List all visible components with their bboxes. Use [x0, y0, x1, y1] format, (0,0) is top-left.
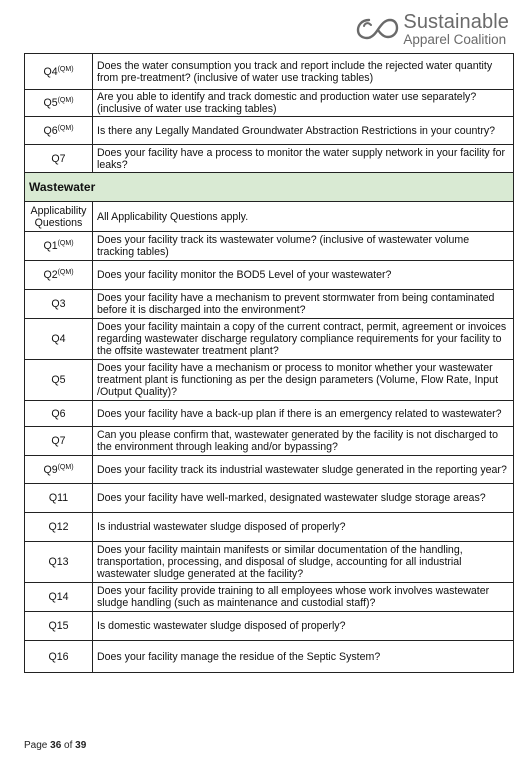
question-code: Q13: [48, 556, 69, 568]
question-row: [25, 117, 514, 145]
question-code-cell: [25, 202, 93, 232]
qm-marker: (QM): [57, 463, 74, 471]
question-row: [25, 54, 514, 90]
question-row: [25, 583, 514, 612]
question-text: Does your facility have a mechanism to prevent stormwater from being contaminated before it is discharged into the environment?: [93, 290, 514, 319]
question-row: [25, 427, 514, 456]
question-text: Does the water consumption you track and report include the rejected water quantity from pre-treatment? (inclusive of water use tracking tables): [93, 54, 514, 90]
question-code: Q16: [48, 650, 69, 663]
page-number: 36: [50, 740, 62, 751]
question-row: [25, 401, 514, 427]
question-code-cell: [25, 319, 93, 360]
question-code: Q2: [43, 269, 58, 281]
question-code-cell: [25, 90, 93, 117]
page-label: Page: [24, 740, 48, 751]
question-row: [25, 612, 514, 641]
page-footer: [24, 740, 86, 751]
question-code: Applicability Questions: [30, 204, 87, 229]
question-row: [25, 319, 514, 360]
question-text: Does your facility manage the residue of the Septic System?: [93, 641, 514, 673]
question-row: [25, 641, 514, 673]
question-code-cell: [25, 583, 93, 612]
question-row: [25, 360, 514, 401]
question-row: [25, 232, 514, 261]
question-code: Q15: [48, 620, 69, 632]
question-row: [25, 202, 514, 232]
question-text: Is domestic wastewater sludge disposed of properly?: [93, 612, 514, 641]
logo-text: [403, 12, 509, 47]
section-header-row: [25, 173, 514, 202]
question-text: Does your facility track its industrial wastewater sludge generated in the reporting year?: [93, 456, 514, 484]
question-text: All Applicability Questions apply.: [93, 202, 514, 232]
question-text: Does your facility monitor the BOD5 Level of your wastewater?: [93, 261, 514, 290]
question-code-cell: [25, 117, 93, 145]
question-row: [25, 145, 514, 173]
question-code: Q4: [43, 65, 58, 78]
question-code: Q6: [43, 124, 58, 137]
question-code-cell: [25, 513, 93, 542]
question-code-cell: [25, 542, 93, 583]
question-text: Does your facility maintain manifests or similar documentation of the handling, transportation, processing, and disposal of sludge, accounting for all industrial wastewater sludge generated at the facility?: [93, 542, 514, 583]
sac-logo: [355, 12, 509, 47]
question-code: Q9: [43, 463, 58, 476]
question-code-cell: [25, 54, 93, 90]
question-text: Does your facility provide training to all employees whose work involves wastewater sludge handling (such as maintenance and custodial staff)?: [93, 583, 514, 612]
question-code: Q5: [51, 374, 66, 386]
question-row: [25, 484, 514, 513]
question-table-body: [25, 54, 514, 673]
question-row: [25, 261, 514, 290]
qm-marker: (QM): [57, 269, 74, 276]
question-row: [25, 456, 514, 484]
question-code: Q6: [51, 407, 66, 420]
question-code-cell: [25, 612, 93, 641]
question-text: Does your facility have well-marked, designated wastewater sludge storage areas?: [93, 484, 514, 513]
question-code-cell: [25, 484, 93, 513]
qm-marker: (QM): [57, 124, 74, 132]
question-code: Q12: [48, 521, 69, 533]
question-text: Does your facility track its wastewater volume? (inclusive of wastewater volume tracking tables): [93, 232, 514, 261]
question-code-cell: [25, 456, 93, 484]
qm-marker: (QM): [57, 65, 74, 73]
question-code: Q1: [43, 240, 58, 252]
question-code-cell: [25, 232, 93, 261]
question-row: [25, 542, 514, 583]
question-code: Q7: [51, 152, 66, 165]
question-code-cell: [25, 360, 93, 401]
question-text: Does your facility maintain a copy of the current contract, permit, agreement or invoices regarding wastewater discharge regulatory compliance requirements for your facility to the offsite wastewater treatment plant?: [93, 319, 514, 360]
question-code: Q14: [48, 591, 69, 603]
question-code: Q7: [51, 435, 66, 447]
question-text: Does your facility have a mechanism or process to monitor whether your wastewater treatment plant is functioning as per the design parameters (Volume, Flow Rate, Input /Output Quality)?: [93, 360, 514, 401]
question-text: Is industrial wastewater sludge disposed of properly?: [93, 513, 514, 542]
question-code-cell: [25, 641, 93, 673]
question-text: Is there any Legally Mandated Groundwater Abstraction Restrictions in your country?: [93, 117, 514, 145]
page-total: 39: [75, 740, 87, 751]
logo-subtitle: Apparel Coalition: [403, 32, 507, 47]
question-text: Are you able to identify and track domestic and production water use separately? (inclusive of water use tracking tables): [93, 90, 514, 117]
question-code-cell: [25, 401, 93, 427]
question-code: Q4: [51, 333, 66, 345]
question-row: [25, 90, 514, 117]
question-code: Q3: [51, 298, 66, 310]
question-row: [25, 513, 514, 542]
question-code-cell: [25, 290, 93, 319]
section-title: Wastewater: [25, 173, 514, 202]
question-code-cell: [25, 427, 93, 456]
question-text: Does your facility have a back-up plan if there is an emergency related to wastewater?: [93, 401, 514, 427]
qm-marker: (QM): [57, 240, 74, 247]
question-table: [24, 53, 514, 673]
question-text: Can you please confirm that, wastewater generated by the facility is not discharged to the environment through leaking and/or bypassing?: [93, 427, 514, 456]
qm-marker: (QM): [57, 97, 74, 104]
of-label: of: [64, 740, 73, 751]
interlocking-loops-icon: [355, 16, 399, 42]
question-code-cell: [25, 145, 93, 173]
question-row: [25, 290, 514, 319]
question-code-cell: [25, 261, 93, 290]
question-code: Q11: [48, 492, 69, 504]
question-code: Q5: [43, 97, 58, 109]
question-text: Does your facility have a process to monitor the water supply network in your facility for leaks?: [93, 145, 514, 173]
logo-title: Sustainable: [403, 11, 509, 33]
